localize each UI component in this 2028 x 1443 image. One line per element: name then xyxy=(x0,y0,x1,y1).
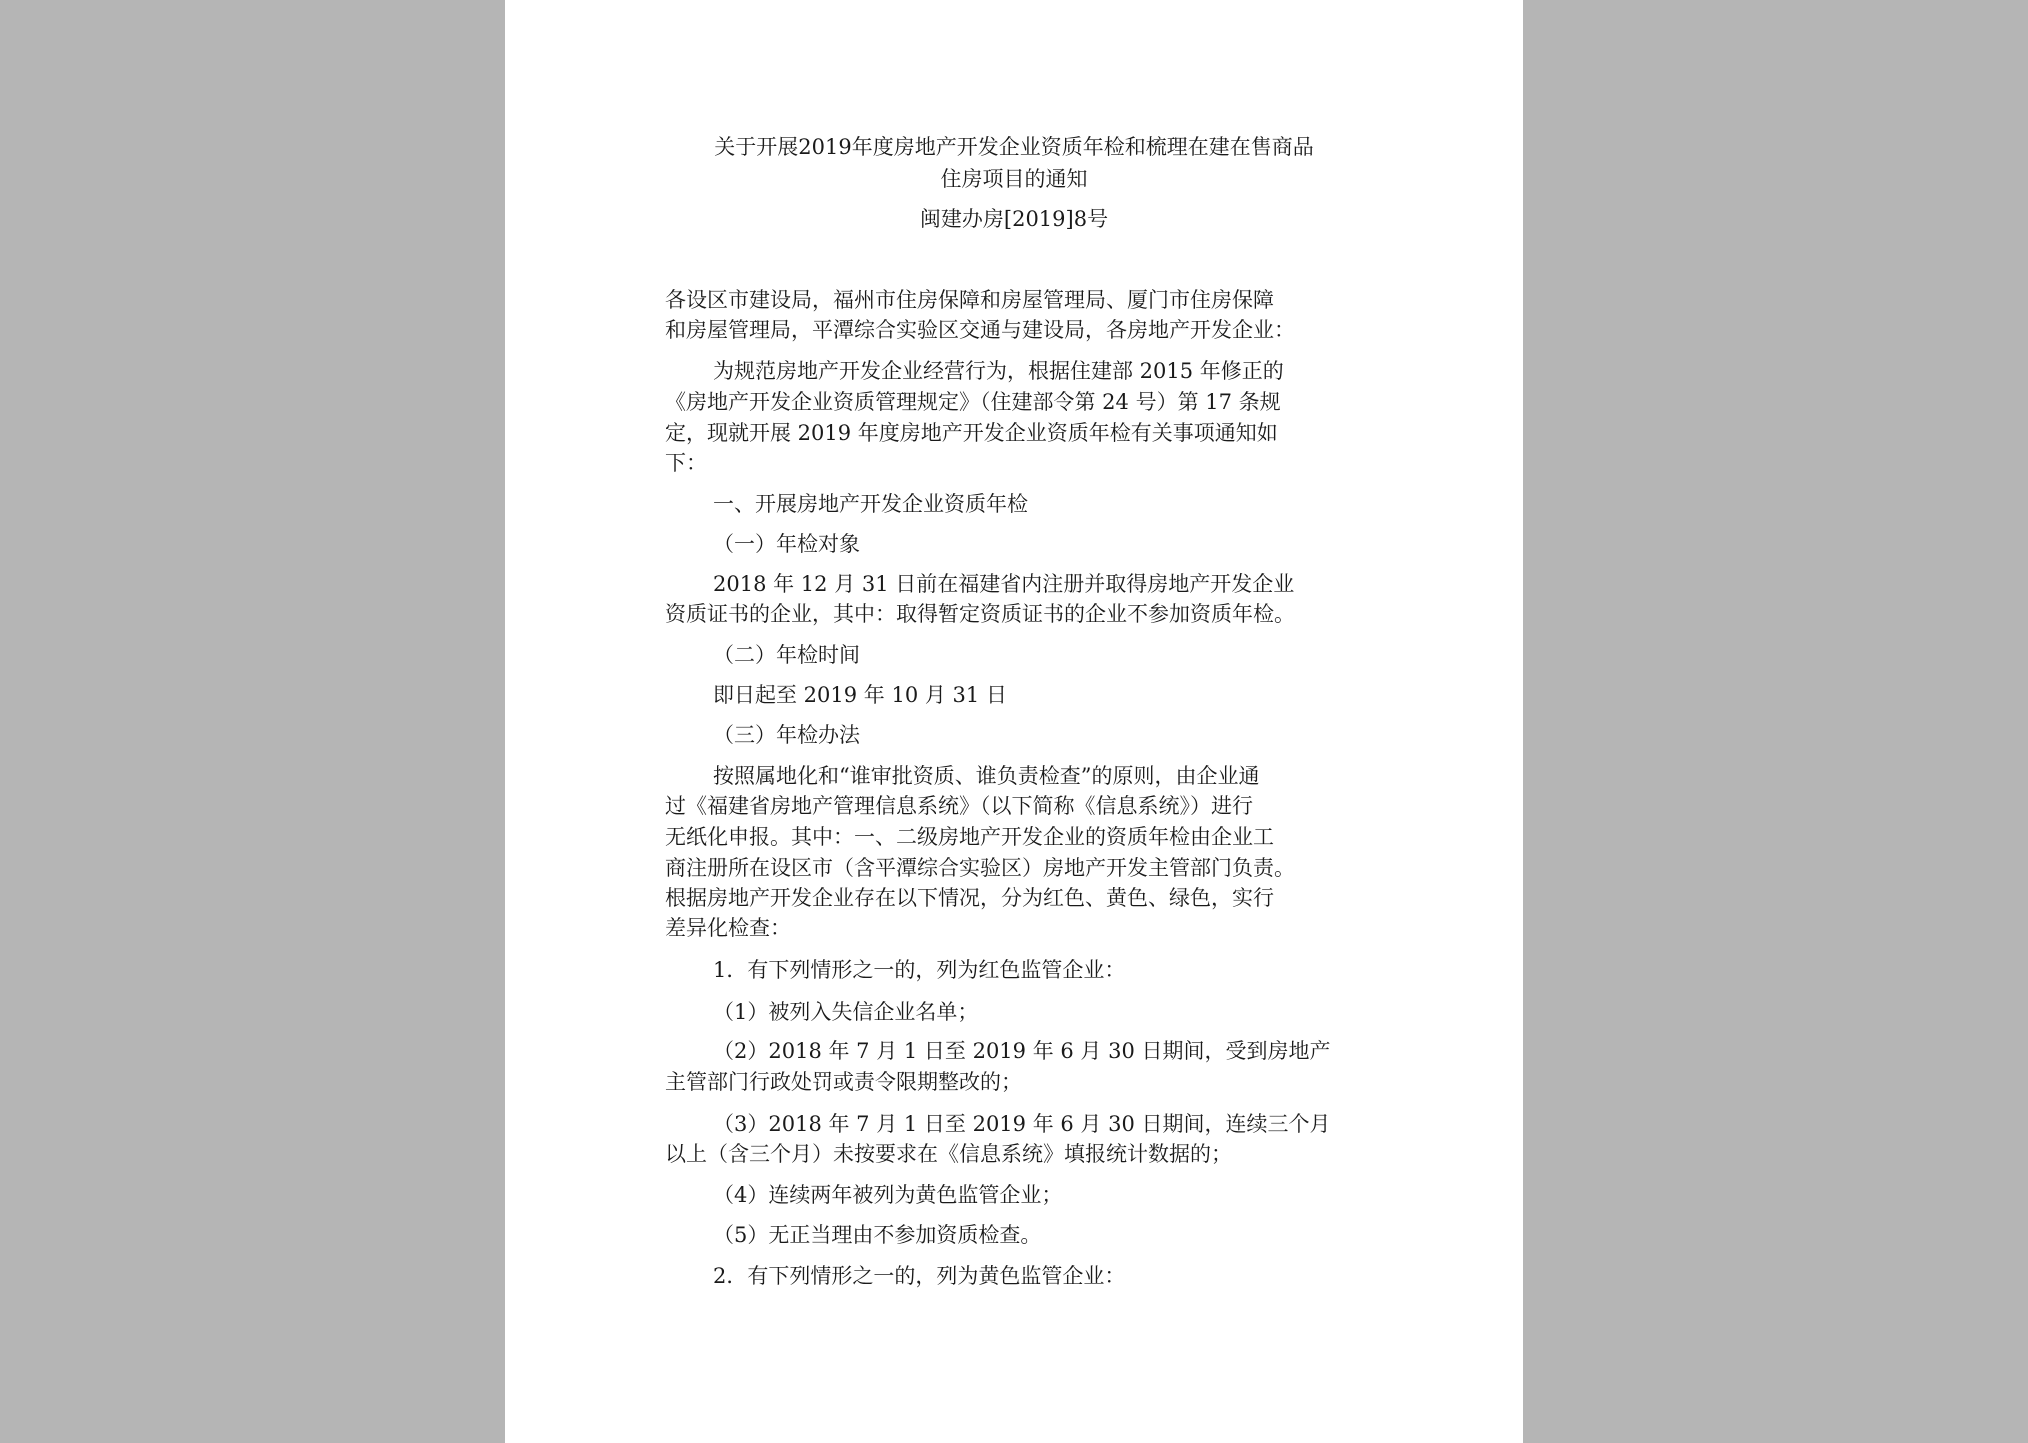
subsection-heading: （三）年检办法 xyxy=(713,723,860,747)
list-item: （4）连续两年被列为黄色监管企业； xyxy=(713,1183,1063,1207)
body-line: 过《福建省房地产管理信息系统》（以下简称《信息系统》）进行 xyxy=(665,794,1253,818)
body-line: 定，现就开展 2019 年度房地产开发企业资质年检有关事项通知如 xyxy=(665,421,1278,445)
body-line: 下： xyxy=(665,451,707,475)
body-line: 和房屋管理局，平潭综合实验区交通与建设局，各房地产开发企业： xyxy=(665,318,1295,342)
body-line: 资质证书的企业，其中：取得暂定资质证书的企业不参加资质年检。 xyxy=(665,602,1295,626)
document-number: 闽建办房[2019]8号 xyxy=(919,207,1109,231)
list-item: （5）无正当理由不参加资质检查。 xyxy=(713,1223,1042,1247)
document-title-line-1: 关于开展2019年度房地产开发企业资质年检和梳理在建在售商品 xyxy=(714,135,1314,159)
section-heading: 一、开展房地产开发企业资质年检 xyxy=(713,492,1028,516)
body-line: 按照属地化和“谁审批资质、谁负责检查”的原则，由企业通 xyxy=(713,764,1260,788)
list-item-continuation: 以上（含三个月）未按要求在《信息系统》填报统计数据的； xyxy=(665,1142,1232,1166)
list-item: （1）被列入失信企业名单； xyxy=(713,1000,979,1024)
body-line: 即日起至 2019 年 10 月 31 日 xyxy=(713,683,1007,707)
list-heading: 2．有下列情形之一的，列为黄色监管企业： xyxy=(713,1264,1126,1288)
list-item: （3）2018 年 7 月 1 日至 2019 年 6 月 30 日期间，连续三个月 xyxy=(713,1112,1331,1136)
body-line: 为规范房地产开发企业经营行为，根据住建部 2015 年修正的 xyxy=(713,359,1284,383)
subsection-heading: （一）年检对象 xyxy=(713,532,860,556)
body-line: 根据房地产开发企业存在以下情况，分为红色、黄色、绿色，实行 xyxy=(665,886,1274,910)
list-item-continuation: 主管部门行政处罚或责令限期整改的； xyxy=(665,1070,1022,1094)
body-line: 2018 年 12 月 31 日前在福建省内注册并取得房地产开发企业 xyxy=(713,572,1295,596)
body-line: 各设区市建设局，福州市住房保障和房屋管理局、厦门市住房保障 xyxy=(665,288,1274,312)
body-line: 差异化检查： xyxy=(665,916,791,940)
subsection-heading: （二）年检时间 xyxy=(713,643,860,667)
document-page xyxy=(505,0,1523,1443)
body-line: 无纸化申报。其中：一、二级房地产开发企业的资质年检由企业工 xyxy=(665,825,1274,849)
body-line: 《房地产开发企业资质管理规定》（住建部令第 24 号）第 17 条规 xyxy=(665,390,1281,414)
document-title-line-2: 住房项目的通知 xyxy=(940,167,1088,191)
body-line: 商注册所在设区市（含平潭综合实验区）房地产开发主管部门负责。 xyxy=(665,856,1295,880)
list-item: （2）2018 年 7 月 1 日至 2019 年 6 月 30 日期间，受到房地产 xyxy=(713,1039,1331,1063)
list-heading: 1．有下列情形之一的，列为红色监管企业： xyxy=(713,958,1126,982)
